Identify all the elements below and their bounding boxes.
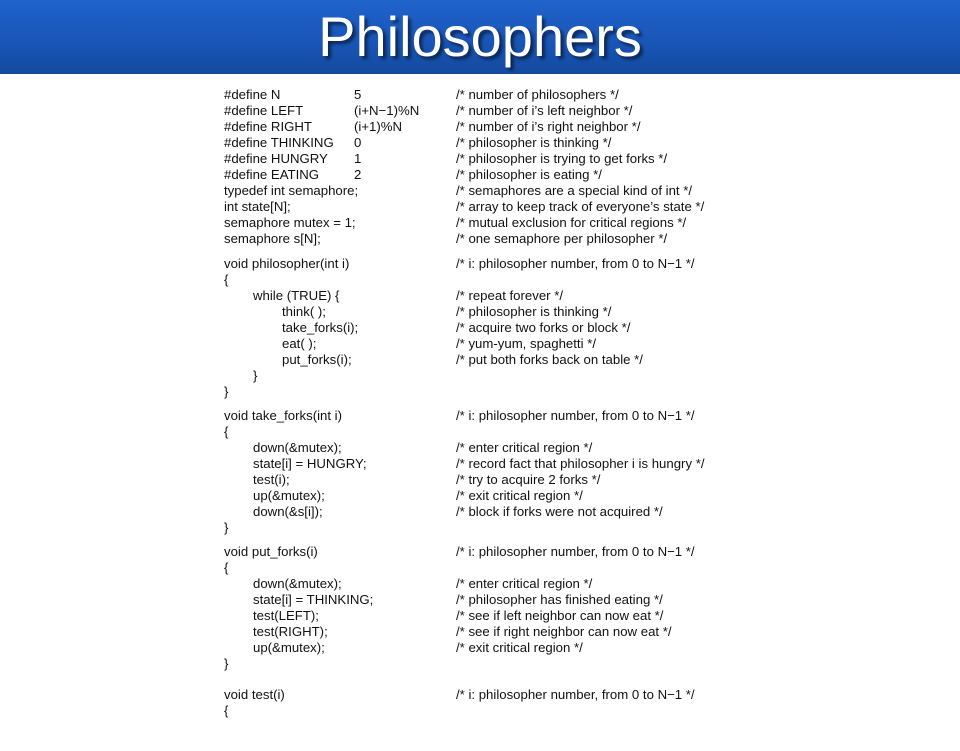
code-text: test(i); [253, 472, 290, 487]
code-line [224, 703, 724, 719]
code-value: 2 [354, 167, 362, 182]
code-comment: /* philosopher is thinking */ [456, 135, 612, 150]
code-text: while (TRUE) { [253, 288, 340, 303]
code-line [224, 656, 724, 672]
code-text: } [253, 368, 258, 383]
code-line [224, 87, 724, 103]
code-line [224, 456, 724, 472]
code-comment: /* put both forks back on table */ [456, 352, 643, 367]
code-comment: /* enter critical region */ [456, 576, 593, 591]
code-comment: /* repeat forever */ [456, 288, 564, 303]
code-text: int state[N]; [224, 199, 291, 214]
code-comment: /* philosopher is thinking */ [456, 304, 612, 319]
code-comment: /* i: philosopher number, from 0 to N−1 */ [456, 408, 695, 423]
code-value: 5 [354, 87, 362, 102]
code-comment: /* enter critical region */ [456, 440, 593, 455]
code-text: state[i] = THINKING; [253, 592, 374, 607]
code-text: semaphore s[N]; [224, 231, 321, 246]
code-text: down(&s[i]); [253, 504, 323, 519]
code-text: { [224, 703, 229, 718]
code-text: think( ); [282, 304, 326, 319]
code-text: void put_forks(i) [224, 544, 318, 559]
code-text: void test(i) [224, 687, 285, 702]
code-line [224, 199, 724, 215]
code-comment: /* philosopher is trying to get forks */ [456, 151, 668, 166]
code-text: eat( ); [282, 336, 317, 351]
code-text: void philosopher(int i) [224, 256, 350, 271]
code-line [224, 520, 724, 536]
code-line [224, 544, 724, 560]
code-value: (i+1)%N [354, 119, 402, 134]
code-text: #define EATING [224, 167, 320, 182]
code-text: #define HUNGRY [224, 151, 328, 166]
code-line [224, 151, 724, 167]
code-line [224, 576, 724, 592]
code-text: { [224, 424, 229, 439]
code-line [224, 215, 724, 231]
code-text: #define THINKING [224, 135, 334, 150]
code-line [224, 687, 724, 703]
code-comment: /* acquire two forks or block */ [456, 320, 631, 335]
code-line [224, 183, 724, 199]
code-comment: /* philosopher has finished eating */ [456, 592, 663, 607]
code-line [224, 135, 724, 151]
code-text: semaphore mutex = 1; [224, 215, 356, 230]
code-comment: /* record fact that philosopher i is hungry */ [456, 456, 705, 471]
code-text: state[i] = HUNGRY; [253, 456, 367, 471]
code-comment: /* mutual exclusion for critical regions */ [456, 215, 687, 230]
code-text: } [224, 384, 229, 399]
code-line [224, 608, 724, 624]
code-line [224, 408, 724, 424]
code-line [224, 368, 724, 384]
code-text: test(RIGHT); [253, 624, 328, 639]
code-comment: /* i: philosopher number, from 0 to N−1 */ [456, 256, 695, 271]
code-line [224, 304, 724, 320]
code-text: } [224, 656, 229, 671]
code-comment: /* yum-yum, spaghetti */ [456, 336, 596, 351]
code-text: } [224, 520, 229, 535]
code-line [224, 320, 724, 336]
code-line [224, 231, 724, 247]
code-line [224, 103, 724, 119]
code-comment: /* semaphores are a special kind of int */ [456, 183, 693, 198]
code-line [224, 384, 724, 400]
code-comment: /* number of i’s right neighbor */ [456, 119, 641, 134]
code-line [224, 560, 724, 576]
code-comment: /* exit critical region */ [456, 640, 583, 655]
code-comment: /* array to keep track of everyone’s state */ [456, 199, 705, 214]
code-text: up(&mutex); [253, 640, 325, 655]
code-comment: /* block if forks were not acquired */ [456, 504, 663, 519]
code-line [224, 272, 724, 288]
code-text: { [224, 272, 229, 287]
code-text: down(&mutex); [253, 440, 342, 455]
code-comment: /* one semaphore per philosopher */ [456, 231, 668, 246]
code-text: #define N [224, 87, 281, 102]
code-comment: /* philosopher is eating */ [456, 167, 602, 182]
code-comment: /* exit critical region */ [456, 488, 583, 503]
code-text: down(&mutex); [253, 576, 342, 591]
code-value: 1 [354, 151, 362, 166]
code-comment: /* number of philosophers */ [456, 87, 619, 102]
code-line [224, 256, 724, 272]
code-text: test(LEFT); [253, 608, 319, 623]
code-comment: /* i: philosopher number, from 0 to N−1 */ [456, 544, 695, 559]
code-text: up(&mutex); [253, 488, 325, 503]
code-comment: /* number of i’s left neighbor */ [456, 103, 633, 118]
code-text: put_forks(i); [282, 352, 352, 367]
code-line [224, 624, 724, 640]
code-line [224, 488, 724, 504]
code-line [224, 472, 724, 488]
code-line [224, 424, 724, 440]
code-line [224, 288, 724, 304]
code-text: typedef int semaphore; [224, 183, 359, 198]
code-line [224, 336, 724, 352]
code-line [224, 352, 724, 368]
code-value: (i+N−1)%N [354, 103, 420, 118]
code-line [224, 119, 724, 135]
slide-title: Philosophers [318, 5, 642, 68]
code-line [224, 440, 724, 456]
code-comment: /* i: philosopher number, from 0 to N−1 */ [456, 687, 695, 702]
code-text: { [224, 560, 229, 575]
code-comment: /* see if right neighbor can now eat */ [456, 624, 672, 639]
code-text: #define LEFT [224, 103, 304, 118]
code-value: 0 [354, 135, 362, 150]
code-comment: /* see if left neighbor can now eat */ [456, 608, 664, 623]
code-text: take_forks(i); [282, 320, 359, 335]
code-line [224, 592, 724, 608]
code-comment: /* try to acquire 2 forks */ [456, 472, 601, 487]
code-line [224, 167, 724, 183]
code-text: void take_forks(int i) [224, 408, 342, 423]
code-text: #define RIGHT [224, 119, 312, 134]
code-line [224, 504, 724, 520]
code-line [224, 640, 724, 656]
